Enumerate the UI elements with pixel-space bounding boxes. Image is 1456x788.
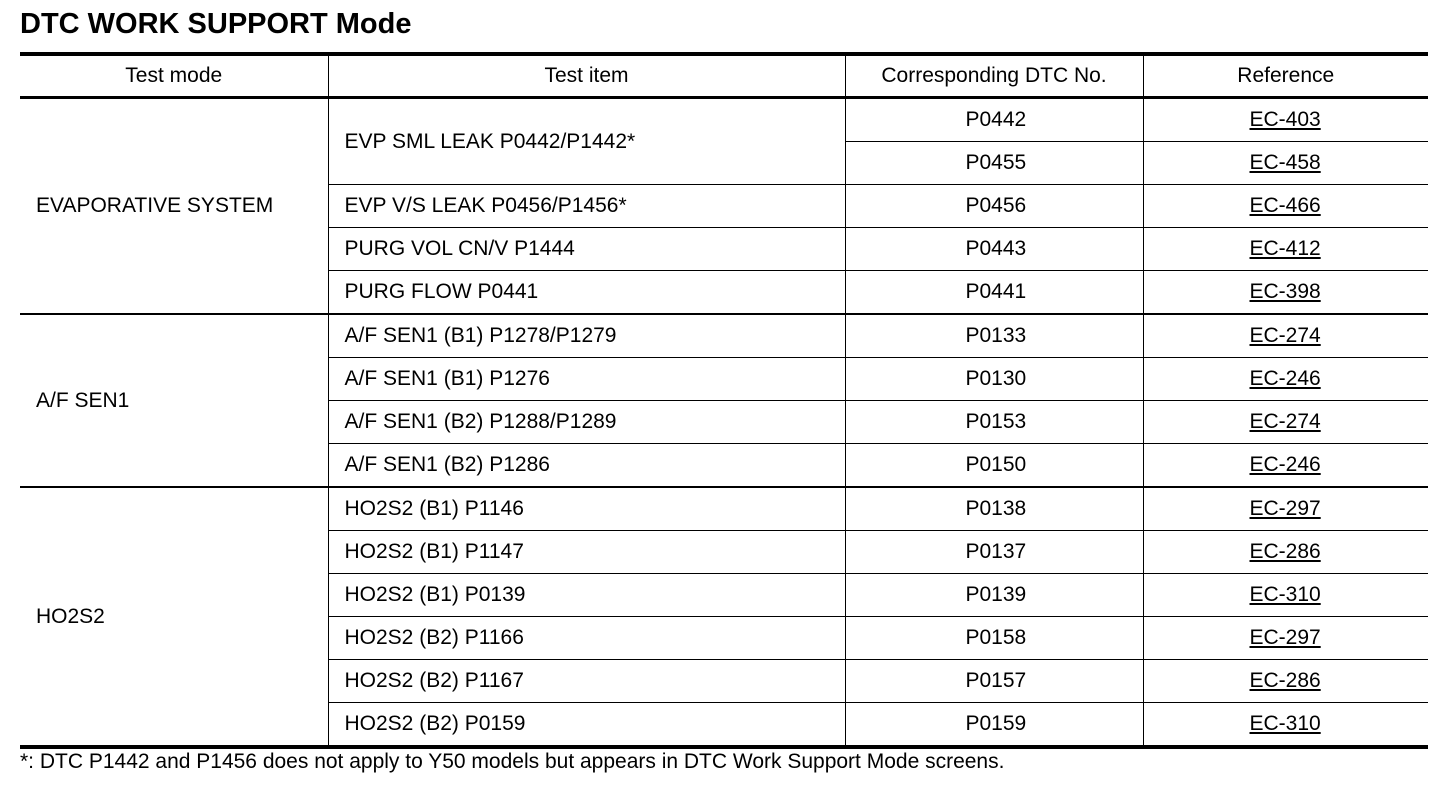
header-dtc-no: Corresponding DTC No.	[845, 54, 1143, 98]
reference-link[interactable]: EC-403	[1249, 108, 1321, 131]
test-item-cell: HO2S2 (B2) P1167	[328, 660, 845, 703]
dtc-number-cell: P0441	[845, 271, 1143, 315]
reference-link[interactable]: EC-274	[1249, 324, 1321, 347]
reference-link[interactable]: EC-297	[1249, 626, 1321, 649]
dtc-number-cell: P0159	[845, 703, 1143, 748]
table-row	[20, 314, 1428, 358]
dtc-number-cell: P0133	[845, 314, 1143, 358]
test-item-cell: HO2S2 (B1) P1146	[328, 487, 845, 531]
dtc-number-cell: P0153	[845, 401, 1143, 444]
test-item-cell: A/F SEN1 (B2) P1286	[328, 444, 845, 488]
test-item-cell: HO2S2 (B2) P0159	[328, 703, 845, 748]
reference-cell	[1143, 358, 1428, 401]
test-item-cell: A/F SEN1 (B1) P1276	[328, 358, 845, 401]
reference-cell	[1143, 574, 1428, 617]
test-mode-cell: EVAPORATIVE SYSTEM	[20, 98, 328, 315]
dtc-number-cell: P0443	[845, 228, 1143, 271]
reference-cell	[1143, 703, 1428, 748]
reference-link[interactable]: EC-458	[1249, 151, 1321, 174]
dtc-number-cell: P0456	[845, 185, 1143, 228]
dtc-number-cell: P0139	[845, 574, 1143, 617]
header-test-mode: Test mode	[20, 54, 328, 98]
dtc-number-cell: P0455	[845, 142, 1143, 185]
reference-link[interactable]: EC-286	[1249, 540, 1321, 563]
dtc-number-cell: P0138	[845, 487, 1143, 531]
table-row	[20, 98, 1428, 142]
test-item-cell: PURG FLOW P0441	[328, 271, 845, 315]
reference-link[interactable]: EC-310	[1249, 583, 1321, 606]
reference-cell	[1143, 228, 1428, 271]
dtc-number-cell: P0150	[845, 444, 1143, 488]
reference-link[interactable]: EC-412	[1249, 237, 1321, 260]
reference-cell	[1143, 401, 1428, 444]
reference-link[interactable]: EC-286	[1249, 669, 1321, 692]
reference-cell	[1143, 531, 1428, 574]
page-title: DTC WORK SUPPORT Mode	[20, 8, 412, 40]
test-mode-cell: HO2S2	[20, 487, 328, 747]
test-item-cell: A/F SEN1 (B2) P1288/P1289	[328, 401, 845, 444]
reference-link[interactable]: EC-246	[1249, 453, 1321, 476]
reference-cell	[1143, 314, 1428, 358]
reference-link[interactable]: EC-274	[1249, 410, 1321, 433]
footnote: *: DTC P1442 and P1456 does not apply to Y50 models but appears in DTC Work Support Mode screens.	[20, 750, 1005, 773]
reference-link[interactable]: EC-246	[1249, 367, 1321, 390]
reference-link[interactable]: EC-310	[1249, 712, 1321, 735]
reference-link[interactable]: EC-297	[1249, 497, 1321, 520]
test-mode-cell: A/F SEN1	[20, 314, 328, 487]
test-item-cell: A/F SEN1 (B1) P1278/P1279	[328, 314, 845, 358]
test-item-cell: HO2S2 (B2) P1166	[328, 617, 845, 660]
reference-cell	[1143, 444, 1428, 488]
test-item-cell: EVP V/S LEAK P0456/P1456*	[328, 185, 845, 228]
dtc-number-cell: P0157	[845, 660, 1143, 703]
test-item-cell: PURG VOL CN/V P1444	[328, 228, 845, 271]
dtc-number-cell: P0130	[845, 358, 1143, 401]
dtc-number-cell: P0158	[845, 617, 1143, 660]
reference-link[interactable]: EC-398	[1249, 280, 1321, 303]
reference-cell	[1143, 142, 1428, 185]
reference-cell	[1143, 185, 1428, 228]
reference-link[interactable]: EC-466	[1249, 194, 1321, 217]
reference-cell	[1143, 487, 1428, 531]
reference-cell	[1143, 271, 1428, 315]
test-item-cell: EVP SML LEAK P0442/P1442*	[328, 98, 845, 185]
header-reference: Reference	[1143, 54, 1428, 98]
reference-cell	[1143, 660, 1428, 703]
test-item-cell: HO2S2 (B1) P1147	[328, 531, 845, 574]
reference-cell	[1143, 617, 1428, 660]
table-row	[20, 487, 1428, 531]
dtc-number-cell: P0442	[845, 98, 1143, 142]
table-header-row	[20, 54, 1428, 98]
test-item-cell: HO2S2 (B1) P0139	[328, 574, 845, 617]
reference-cell	[1143, 98, 1428, 142]
header-test-item: Test item	[328, 54, 845, 98]
dtc-number-cell: P0137	[845, 531, 1143, 574]
dtc-work-support-table	[20, 52, 1428, 749]
